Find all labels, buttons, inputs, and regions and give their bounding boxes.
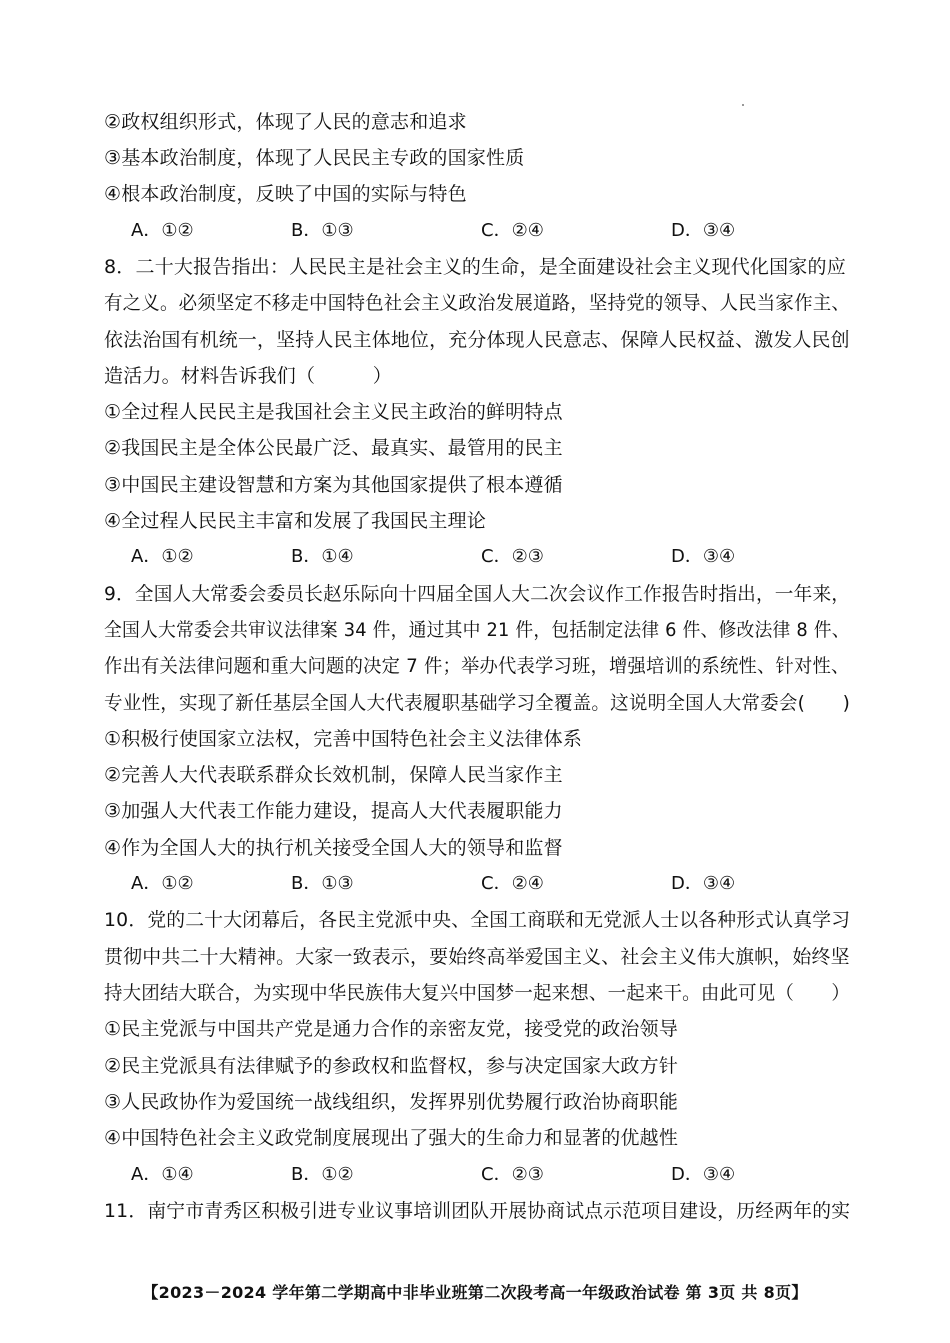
q10-stem-line-3: 持大团结大联合，为实现中华民族伟大复兴中国梦一起来想、一起来干。由此可见（ ） <box>104 982 851 1004</box>
q8-item-3: ③中国民主建设智慧和方案为其他国家提供了根本遵循 <box>104 474 563 496</box>
q9-item-1: ①积极行使国家立法权，完善中国特色社会主义法律体系 <box>104 728 583 750</box>
q8-item-2: ②我国民主是全体公民最广泛、最真实、最管用的民主 <box>104 437 563 459</box>
q7-option-a: A．①② <box>131 220 194 241</box>
q10-option-c: C．②③ <box>481 1164 544 1185</box>
q11-stem-line-1: 11．南宁市青秀区积极引进专业议事培训团队开展协商试点示范项目建设，历经两年的实 <box>104 1200 851 1222</box>
q7-item-4: ④根本政治制度，反映了中国的实际与特色 <box>104 183 467 205</box>
q9-item-2: ②完善人大代表联系群众长效机制，保障人民当家作主 <box>104 764 563 786</box>
q8-stem-line-1: 8．二十大报告指出：人民民主是社会主义的生命，是全面建设社会主义现代化国家的应 <box>104 256 846 278</box>
scan-speck <box>742 104 744 106</box>
q9-item-4: ④作为全国人大的执行机关接受全国人大的领导和监督 <box>104 837 563 859</box>
q7-option-c: C．②④ <box>481 220 544 241</box>
q8-item-1: ①全过程人民民主是我国社会主义民主政治的鲜明特点 <box>104 401 563 423</box>
q9-option-d: D．③④ <box>671 873 736 894</box>
q8-option-c: C．②③ <box>481 546 544 567</box>
q10-item-2: ②民主党派具有法律赋予的参政权和监督权，参与决定国家大政方针 <box>104 1055 679 1077</box>
q10-stem-line-1: 10．党的二十大闭幕后，各民主党派中央、全国工商联和无党派人士以各种形式认真学习 <box>104 909 851 931</box>
q9-stem-line-3: 作出有关法律问题和重大问题的决定 7 件；举办代表学习班，增强培训的系统性、针对性、 <box>104 655 850 677</box>
q8-stem-line-4: 造活力。材料告诉我们（ ） <box>104 365 393 387</box>
q7-option-b: B．①③ <box>291 220 354 241</box>
q9-option-a: A．①② <box>131 873 194 894</box>
q7-option-d: D．③④ <box>671 220 736 241</box>
q10-stem-line-2: 贯彻中共二十大精神。大家一致表示，要始终高举爱国主义、社会主义伟大旗帜，始终坚 <box>104 946 850 968</box>
q10-option-a: A．①④ <box>131 1164 194 1185</box>
q10-option-d: D．③④ <box>671 1164 736 1185</box>
q7-item-3: ③基本政治制度，体现了人民民主专政的国家性质 <box>104 147 525 169</box>
q8-stem-line-2: 有之义。必须坚定不移走中国特色社会主义政治发展道路，坚持党的领导、人民当家作主、 <box>104 292 851 314</box>
q7-item-2: ②政权组织形式，体现了人民的意志和追求 <box>104 111 467 133</box>
q10-item-4: ④中国特色社会主义政党制度展现出了强大的生命力和显著的优越性 <box>104 1127 679 1149</box>
q9-stem-line-4: 专业性，实现了新任基层全国人大代表履职基础学习全覆盖。这说明全国人大常委会( ) <box>104 692 851 714</box>
q10-item-1: ①民主党派与中国共产党是通力合作的亲密友党，接受党的政治领导 <box>104 1018 679 1040</box>
q10-item-3: ③人民政协作为爱国统一战线组织，发挥界别优势履行政治协商职能 <box>104 1091 679 1113</box>
q8-item-4: ④全过程人民民主丰富和发展了我国民主理论 <box>104 510 487 532</box>
q9-stem-line-1: 9．全国人大常委会委员长赵乐际向十四届全国人大二次会议作工作报告时指出，一年来， <box>104 583 851 605</box>
q8-option-a: A．①② <box>131 546 194 567</box>
q9-stem-line-2: 全国人大常委会共审议法律案 34 件，通过其中 21 件，包括制定法律 6 件、修改法律 8 件、 <box>104 619 850 641</box>
q8-option-d: D．③④ <box>671 546 736 567</box>
q9-option-b: B．①③ <box>291 873 354 894</box>
q8-option-b: B．①④ <box>291 546 354 567</box>
q8-stem-line-3: 依法治国有机统一，坚持人民主体地位，充分体现人民意志、保障人民权益、激发人民创 <box>104 329 850 351</box>
q9-item-3: ③加强人大代表工作能力建设，提高人大代表履职能力 <box>104 800 563 822</box>
q10-option-b: B．①② <box>291 1164 354 1185</box>
q9-option-c: C．②④ <box>481 873 544 894</box>
page-footer: 【2023－2024 学年第二学期高中非毕业班第二次段考高一年级政治试卷 第 3页 共 8页】 <box>142 1283 808 1302</box>
